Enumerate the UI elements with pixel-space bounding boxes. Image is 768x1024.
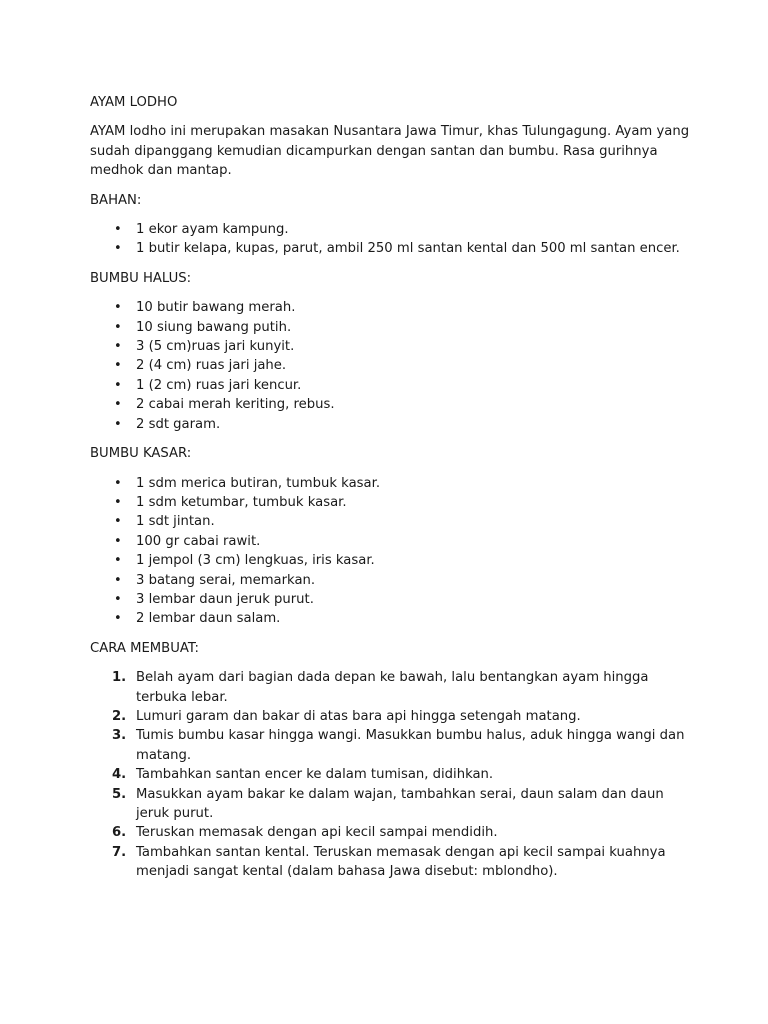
step-text: Teruskan memasak dengan api kecil sampai mendidih. — [136, 825, 498, 841]
bullet-icon: • — [114, 533, 122, 549]
bullet-icon: • — [114, 319, 122, 335]
step-item — [90, 707, 690, 726]
bumbu-kasar-heading: BUMBU KASAR: — [90, 446, 192, 462]
step-number: 5. — [112, 786, 127, 802]
step-text: Belah ayam dari bagian dada depan ke bawah, lalu bentangkan ayam hingga terbuka lebar. — [136, 670, 649, 705]
bahan-heading: BAHAN: — [90, 192, 142, 208]
bullet-icon: • — [114, 416, 122, 432]
step-item — [90, 726, 690, 765]
step-number: 3. — [112, 728, 127, 744]
list-item: • 1 butir kelapa, kupas, parut, ambil 250 ml santan kental dan 500 ml santan encer. — [90, 239, 690, 258]
bullet-icon: • — [114, 572, 122, 588]
list-item: • 3 lembar daun jeruk purut. — [90, 590, 690, 609]
step-item — [90, 843, 690, 882]
list-item: • 2 lembar daun salam. — [90, 609, 690, 628]
list-item: • 2 (4 cm) ruas jari jahe. — [90, 356, 690, 375]
bullet-icon: • — [114, 553, 122, 569]
list-item: • 1 ekor ayam kampung. — [90, 220, 690, 239]
recipe-document — [90, 93, 690, 882]
document-title: AYAM LODHO — [90, 95, 178, 110]
step-text: Masukkan ayam bakar ke dalam wajan, tambahkan serai, daun salam dan daun jeruk purut. — [136, 786, 664, 821]
step-text: Tumis bumbu kasar hingga wangi. Masukkan bumbu halus, aduk hingga wangi dan matang. — [136, 728, 685, 763]
bumbu-halus-list — [90, 298, 690, 434]
step-number: 7. — [112, 844, 127, 860]
bullet-icon: • — [114, 591, 122, 607]
step-item — [90, 785, 690, 824]
list-item: • 1 (2 cm) ruas jari kencur. — [90, 376, 690, 395]
step-item — [90, 823, 690, 842]
list-item: • 100 gr cabai rawit. — [90, 532, 690, 551]
bullet-icon: • — [114, 300, 122, 316]
step-item — [90, 765, 690, 784]
bullet-icon: • — [114, 241, 122, 257]
bullet-icon: • — [114, 514, 122, 530]
list-item: • 1 sdt jintan. — [90, 512, 690, 531]
list-item: • 10 siung bawang putih. — [90, 318, 690, 337]
bullet-icon: • — [114, 377, 122, 393]
bullet-icon: • — [114, 222, 122, 238]
cara-membuat-list — [90, 668, 690, 881]
step-text: Tambahkan santan encer ke dalam tumisan, didihkan. — [136, 767, 494, 783]
bullet-icon: • — [114, 611, 122, 627]
bullet-icon: • — [114, 358, 122, 374]
list-item: • 3 batang serai, memarkan. — [90, 571, 690, 590]
list-item: • 10 butir bawang merah. — [90, 298, 690, 317]
list-item: • 2 cabai merah keriting, rebus. — [90, 395, 690, 414]
bullet-icon: • — [114, 475, 122, 491]
list-item: • 1 jempol (3 cm) lengkuas, iris kasar. — [90, 551, 690, 570]
intro-paragraph: AYAM lodho ini merupakan masakan Nusantara Jawa Timur, khas Tulungagung. Ayam yang sudah dipanggang kemudian dicampurkan dengan santan dan bumbu. Rasa gurihnya medhok dan mantap. — [90, 124, 690, 179]
step-text: Lumuri garam dan bakar di atas bara api hingga setengah matang. — [136, 708, 581, 724]
list-item: • 1 sdm ketumbar, tumbuk kasar. — [90, 493, 690, 512]
step-number: 2. — [112, 708, 127, 724]
step-text: Tambahkan santan kental. Teruskan memasak dengan api kecil sampai kuahnya menjadi sangat kental (dalam bahasa Jawa disebut: mblondho). — [136, 844, 666, 880]
bumbu-kasar-list — [90, 474, 690, 629]
bumbu-halus-heading: BUMBU HALUS: — [90, 270, 192, 286]
cara-membuat-heading: CARA MEMBUAT: — [90, 640, 199, 656]
bullet-icon: • — [114, 494, 122, 510]
step-number: 4. — [112, 767, 127, 783]
bullet-icon: • — [114, 397, 122, 413]
bullet-icon: • — [114, 339, 122, 355]
list-item: • 2 sdt garam. — [90, 415, 690, 434]
step-item — [90, 668, 690, 707]
list-item: • 3 (5 cm)ruas jari kunyit. — [90, 337, 690, 356]
step-number: 6. — [112, 825, 127, 841]
step-number: 1. — [112, 670, 127, 686]
bahan-list — [90, 220, 690, 259]
list-item: • 1 sdm merica butiran, tumbuk kasar. — [90, 474, 690, 493]
